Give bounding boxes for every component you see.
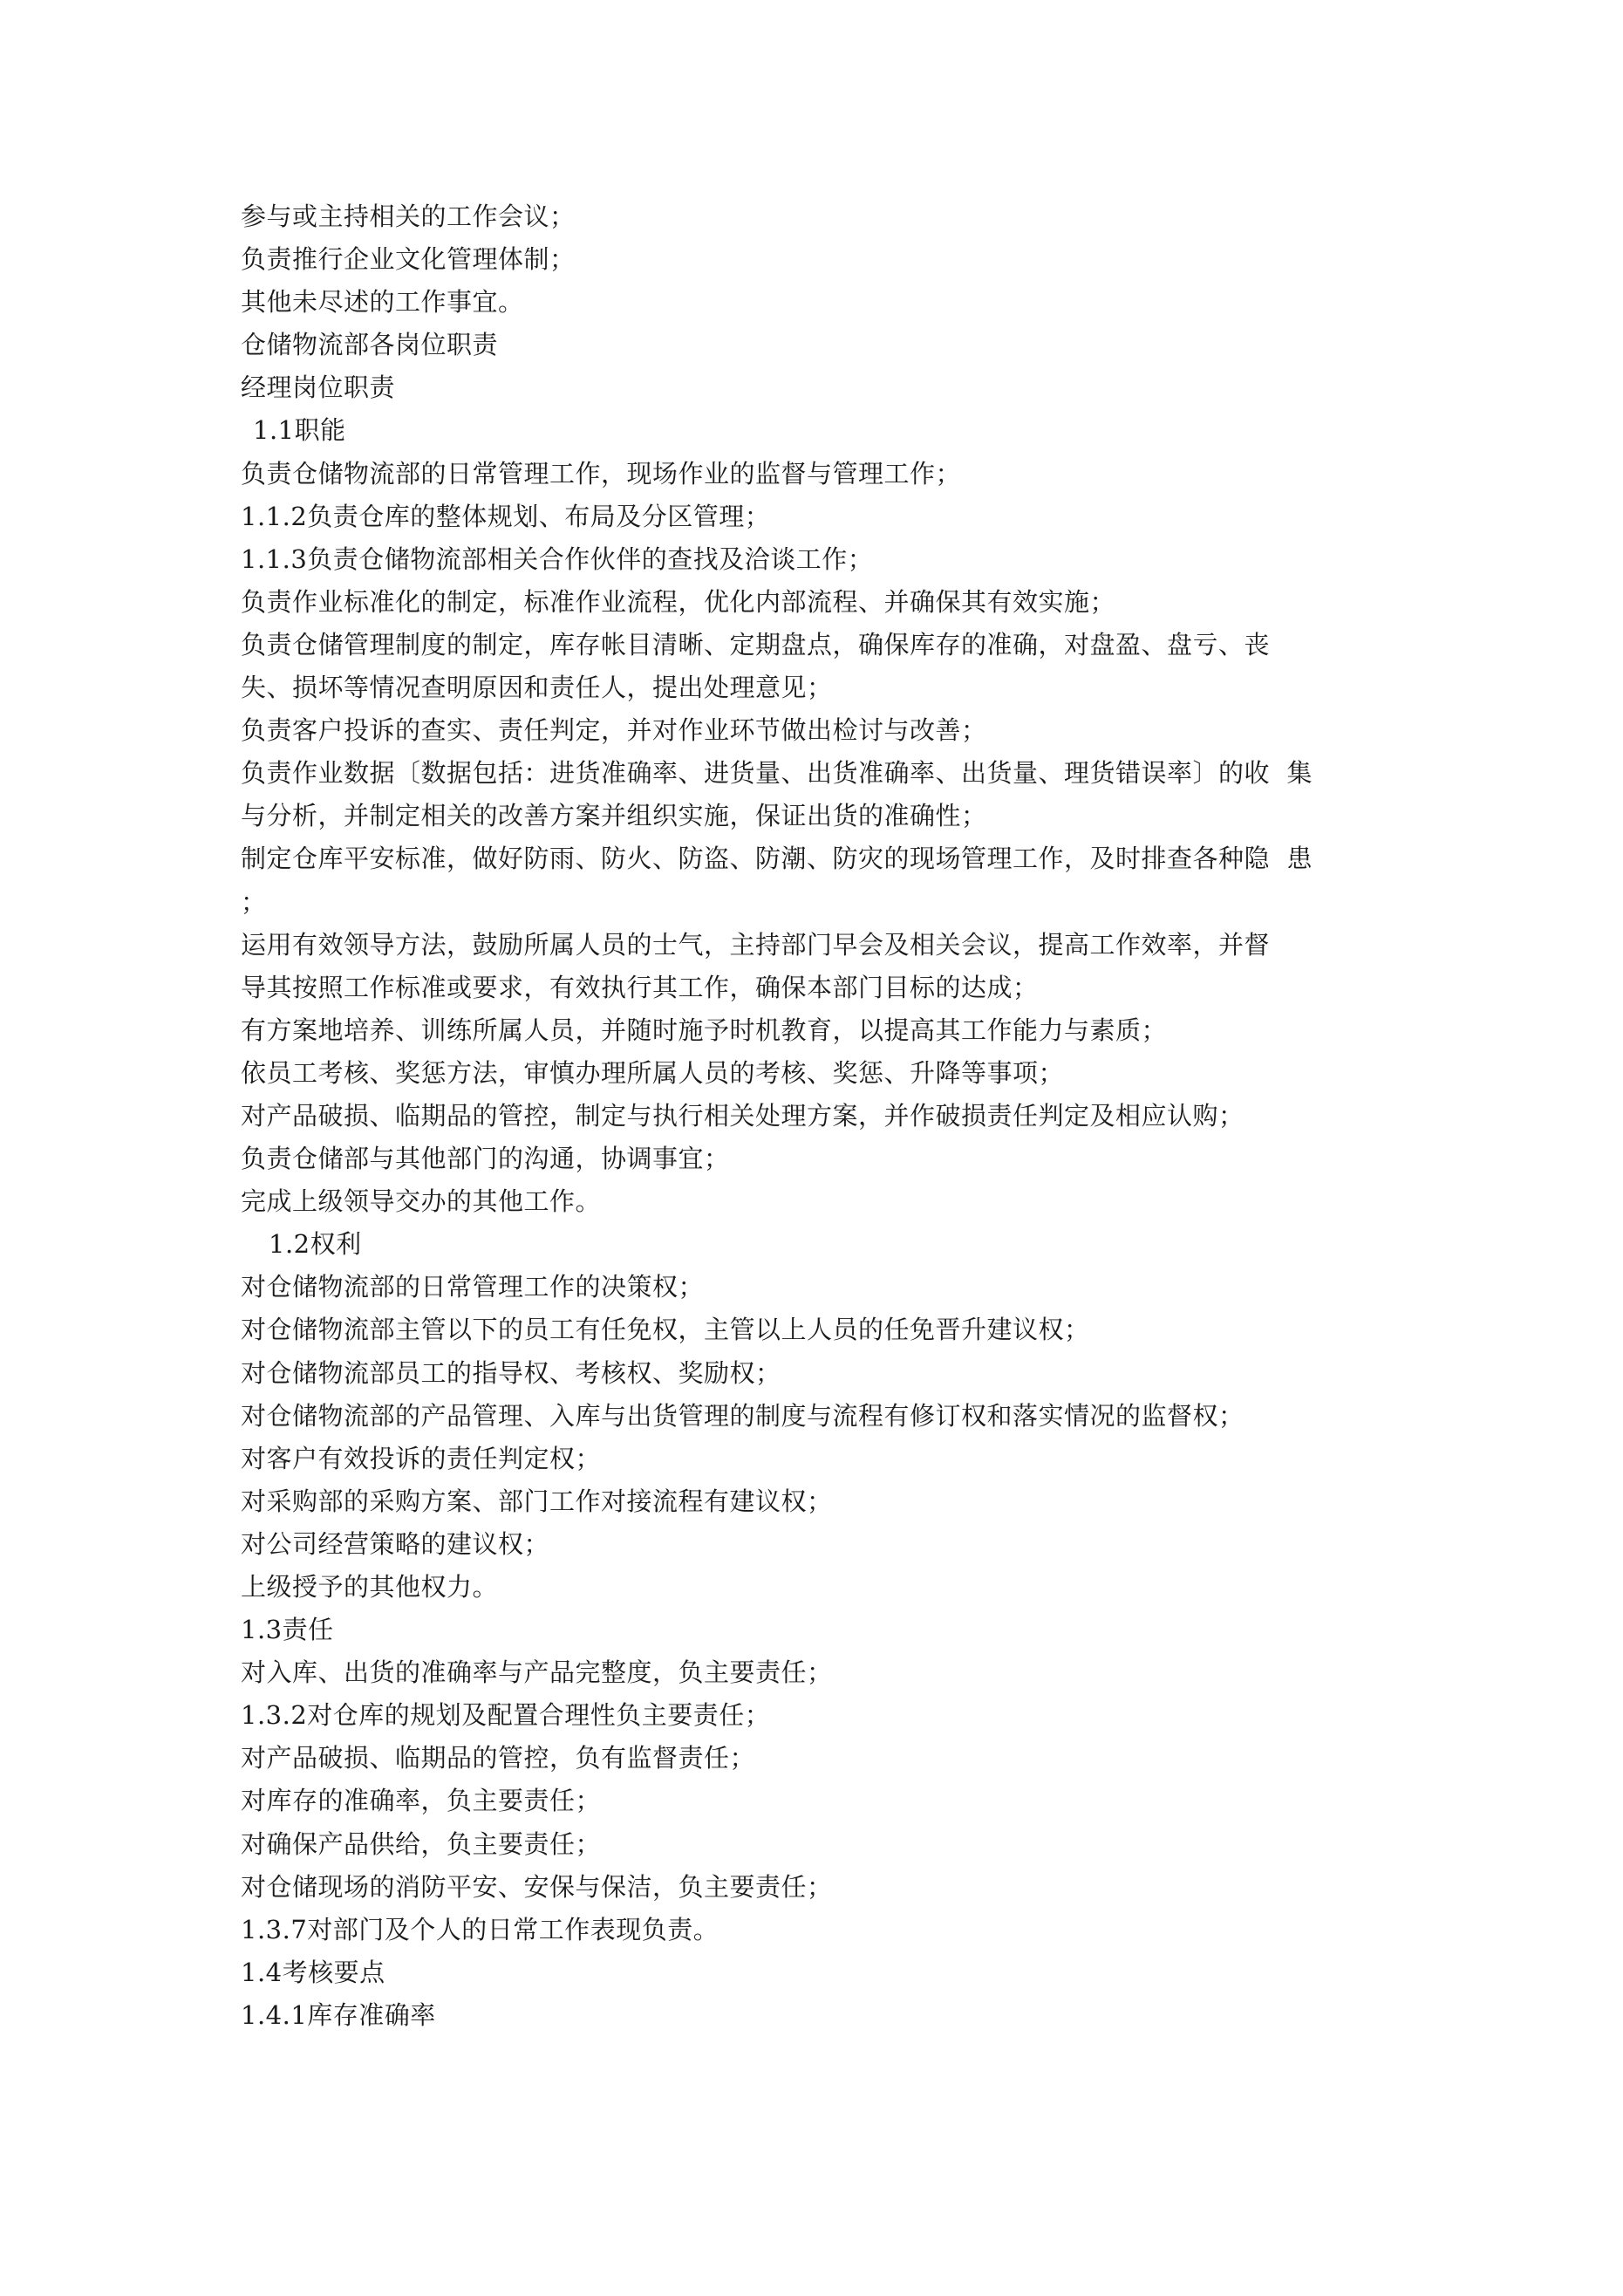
text-line: 负责仓储部与其他部门的沟通，协调事宜； xyxy=(241,1144,730,1174)
text-line: 负责作业标准化的制定，标准作业流程，优化内部流程、并确保其有效实施； xyxy=(241,586,1116,617)
text-line: 参与或主持相关的工作会议； xyxy=(241,202,576,231)
text-line: 负责作业数据〔数据包括：进货准确率、进货量、出货准确率、出货量、理货错误率〕的收 集 xyxy=(241,758,1313,789)
text-line: 对产品破损、临期品的管控，负有监督责任； xyxy=(241,1743,756,1773)
text-line: 对仓储物流部的产品管理、入库与出货管理的制度与流程有修订权和落实情况的监督权； xyxy=(241,1400,1245,1431)
text-line: 1.1.2负责仓库的整体规划、布局及分区管理； xyxy=(241,501,771,531)
text-line: 1.3.7对部门及个人的日常工作表现负责。 xyxy=(241,1914,719,1944)
text-line: 对产品破损、临期品的管控，制定与执行相关处理方案，并作破损责任判定及相应认购； xyxy=(241,1100,1245,1131)
text-line: 对客户有效投诉的责任判定权； xyxy=(241,1443,602,1473)
text-line: 1.3.2对仓库的规划及配置合理性负主要责任； xyxy=(241,1700,771,1731)
text-line: 负责仓储管理制度的制定，库存帐目清晰、定期盘点，确保库存的准确，对盘盈、盘亏、丧 xyxy=(241,629,1271,659)
text-line: 对确保产品供给，负主要责任； xyxy=(241,1828,602,1859)
text-line: 1.1.3负责仓储物流部相关合作伙伴的查找及洽谈工作； xyxy=(241,543,874,574)
text-line: 对仓储物流部主管以下的员工有任免权，主管以上人员的任免晋升建议权； xyxy=(241,1315,1090,1345)
text-line: ； xyxy=(241,886,267,917)
text-line: 对仓储现场的消防平安、安保与保洁，负主要责任； xyxy=(241,1871,833,1902)
clause-heading: 1.3责任 xyxy=(241,1615,334,1645)
text-line: 对库存的准确率，负主要责任； xyxy=(241,1786,602,1816)
text-line: 导其按照工作标准或要求，有效执行其工作，确保本部门目标的达成； xyxy=(241,972,1039,1002)
clause-heading: 1.1职能 xyxy=(253,415,346,446)
text-line: 制定仓库平安标准，做好防雨、防火、防盗、防潮、防灾的现场管理工作，及时排查各种隐 患 xyxy=(241,844,1313,874)
text-line: 与分析，并制定相关的改善方案并组织实施，保证出货的准确性； xyxy=(241,801,987,831)
clause-heading: 1.4考核要点 xyxy=(241,1957,385,1987)
text-line: 负责客户投诉的查实、责任判定，并对作业环节做出检讨与改善； xyxy=(241,715,987,746)
text-line: 运用有效领导方法，鼓励所属人员的士气，主持部门早会及相关会议，提高工作效率，并督 xyxy=(241,929,1271,960)
text-line: 其他未尽述的工作事宜。 xyxy=(241,287,524,318)
text-line: 依员工考核、奖惩方法，审慎办理所属人员的考核、奖惩、升降等事项； xyxy=(241,1057,1065,1088)
section-heading: 仓储物流部各岗位职责 xyxy=(241,330,499,360)
text-line: 完成上级领导交办的其他工作。 xyxy=(241,1186,602,1217)
text-line: 对仓储物流部的日常管理工作的决策权； xyxy=(241,1272,705,1302)
text-line: 上级授予的其他权力。 xyxy=(241,1572,499,1602)
document-body xyxy=(241,195,1401,2037)
text-line: 负责推行企业文化管理体制； xyxy=(241,244,576,275)
text-line: 负责仓储物流部的日常管理工作，现场作业的监督与管理工作； xyxy=(241,458,962,489)
text-line: 对入库、出货的准确率与产品完整度，负主要责任； xyxy=(241,1657,833,1688)
text-line: 对公司经营策略的建议权； xyxy=(241,1528,550,1559)
subsection-heading: 经理岗位职责 xyxy=(241,372,396,403)
text-line: 失、损坏等情况查明原因和责任人，提出处理意见； xyxy=(241,673,833,703)
text-line: 对采购部的采购方案、部门工作对接流程有建议权； xyxy=(241,1486,833,1516)
text-line: 有方案地培养、训练所属人员，并随时施予时机教育，以提高其工作能力与素质； xyxy=(241,1015,1168,1045)
clause-heading: 1.2权利 xyxy=(269,1229,362,1260)
text-line: 对仓储物流部员工的指导权、考核权、奖励权； xyxy=(241,1357,781,1388)
text-line: 1.4.1库存准确率 xyxy=(241,1999,436,2030)
